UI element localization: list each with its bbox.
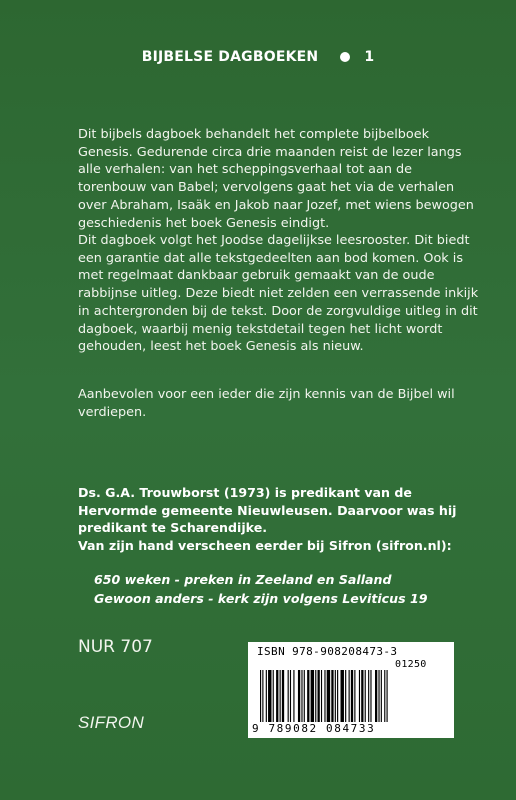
author-line: Van zijn hand verscheen eerder bij Sifron (sifron.nl): [78,537,452,553]
author-bio [78,484,498,554]
publisher-logo: SIFRON [78,713,145,732]
author-line: Hervormde gemeente Nieuwleusen. Daarvoor was hij [78,502,457,518]
barcode-digits: 9 789082 084733 [252,722,376,735]
bullet-dot-icon [340,52,350,62]
nur-code: NUR 707 [78,637,153,657]
book-title: 650 weken - preken in Zeeland en Salland [94,572,392,587]
price-code: 01250 [395,659,427,670]
description-paragraph-1: Dit bijbels dagboek behandelt het complete bijbelboek Genesis. Gedurende circa drie maanden reist de lezer langs alle verhalen: van het scheppingsverhaal tot aan de torenbouw van Babel; vervolgens gaat het via de verhalen over Abraham, Isaäk en Jakob naar Jozef, met wiens bewogen geschiedenis het boek Genesis eindigt. [78,127,474,231]
barcode-label [248,642,454,738]
barcode-bars-icon [256,670,446,722]
author-line: Ds. G.A. Trouwborst (1973) is predikant van de [78,485,412,500]
author-line: predikant te Scharendijke. [78,520,268,535]
previous-books [94,571,514,608]
description-paragraph-2: Dit dagboek volgt het Joodse dagelijkse leesrooster. Dit biedt een garantie dat alle tekstgedeelten aan bod komen. Ook is met regelmaat dankbaar gebruik gemaakt van de oude rabbijnse uitleg. Deze biedt niet zelden een verrassende inkijk in achtergronden bij de tekst. Door de zorgvuldige uitleg in dit dagboek, waarbij menig tekstdetail tegen het licht wordt gehouden, leest het boek Genesis als nieuw. [78,233,479,355]
series-title: BIJBELSE DAGBOEKEN [141,49,319,65]
description-paragraph-3: Aanbevolen voor een ieder die zijn kennis van de Bijbel wil verdiepen. [78,387,455,420]
book-title: Gewoon anders - kerk zijn volgens Leviticus 19 [94,590,428,606]
series-header [0,49,516,65]
isbn-text: ISBN 978-908208473-3 [257,645,398,658]
volume-number: 1 [364,49,375,65]
